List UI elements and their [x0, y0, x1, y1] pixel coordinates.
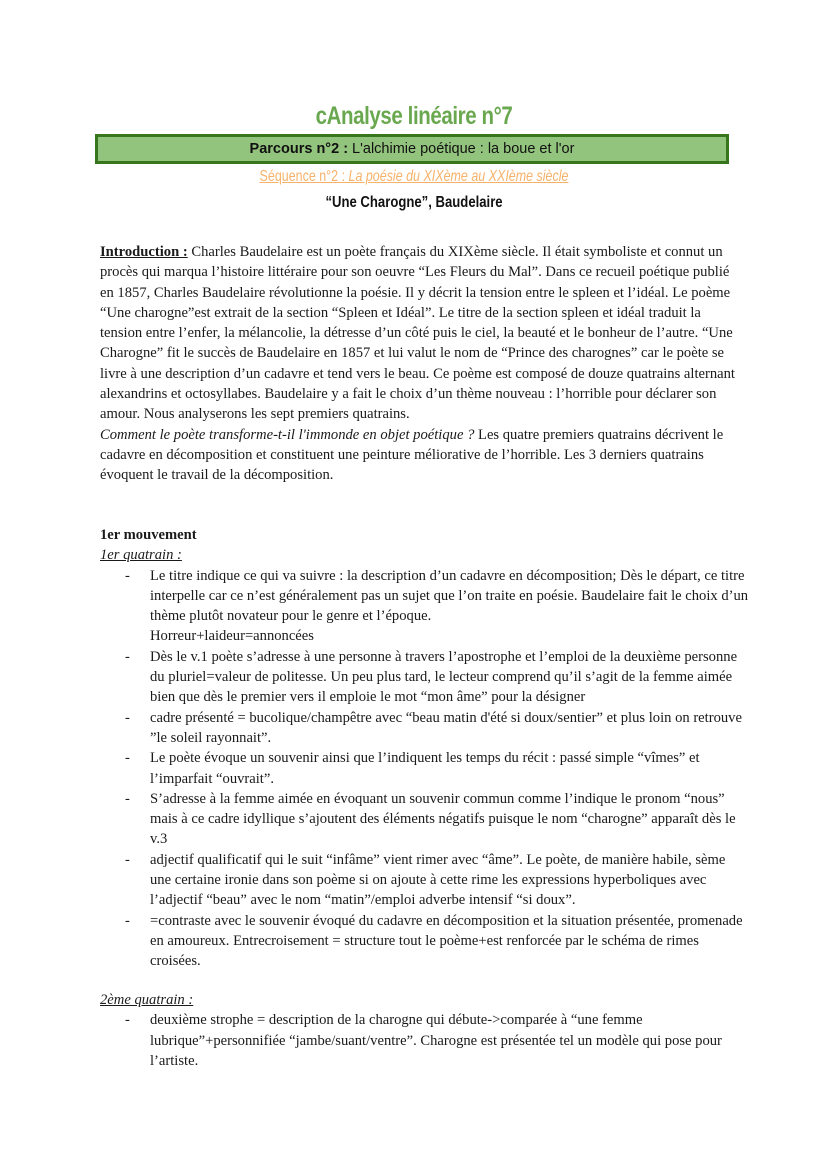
- list-item: [100, 1010, 750, 1071]
- list-item: [100, 708, 750, 749]
- bullet-dash-icon: -: [125, 648, 130, 665]
- list-item: [100, 789, 750, 850]
- list-item-text: Horreur+laideur=annoncées: [150, 628, 314, 645]
- list-item: [100, 850, 750, 911]
- bullet-dash-icon: -: [125, 790, 130, 807]
- quatrain-1-heading: 1er quatrain :: [100, 547, 182, 564]
- bullet-dash-icon: -: [125, 1012, 130, 1029]
- list-item-text: Le titre indique ce qui va suivre : la description d’un cadavre en décomposition; Dès le départ, ce titre interpelle car ce n’est généralement pas un sujet que l’on traite en poésie. Baudelaire fait le choix d’un thème plutôt novateur pour le genre et l’époque.: [150, 567, 749, 625]
- quatrain-1-list: [100, 566, 750, 972]
- quatrain-2-heading: 2ème quatrain :: [100, 992, 194, 1008]
- list-item-text: S’adresse à la femme aimée en évoquant un souvenir commun comme l’indique le pronom “nous” mais à ce cadre idyllique s’ajoutent des éléments négatifs puisque le nom “charogne” apparaît dès le v.3: [150, 790, 736, 848]
- movement-heading: 1er mouvement: [100, 527, 197, 543]
- sequence-text: La poésie du XIXème au XXIème siècle: [348, 168, 569, 185]
- list-item-text: adjectif qualificatif qui le suit “infâme” vient rimer avec “âme”. Le poète, de manière habile, sème une certaine ironie dans son poème si on ajoute à cette rime les expressions hyperboliques avec l’adjectif “beau” avec le nom “matin”/emploi adverbe intensif “si doux”.: [150, 851, 726, 909]
- quatrain-2-list: [100, 1010, 750, 1071]
- introduction-plan: Les quatre premiers quatrains décrivent le cadavre en décomposition et constituent une peinture méliorative de l’horrible. Les 3 derniers quatrains évoquent le travail de la décomposition.: [100, 426, 724, 484]
- bullet-dash-icon: -: [125, 567, 130, 584]
- sequence-label: Séquence n°2 :: [259, 168, 349, 185]
- list-item-text: Dès le v.1 poète s’adresse à une personne à travers l’apostrophe et l’emploi de la deuxième personne du pluriel=valeur de politesse. Un peu plus tard, le lecteur comprend qu’il s’agit de la femme aimée bien que dès le premier vers il emploie le mot “mon âme” pour la désigner: [150, 648, 738, 706]
- sequence-line: [0, 166, 828, 188]
- poem-title-text: “Une Charogne”, Baudelaire: [325, 194, 503, 211]
- movement-1-section: [100, 525, 750, 972]
- introduction-text: Charles Baudelaire est un poète français du XIXème siècle. Il était symboliste et connut un procès qui marqua l’histoire littéraire pour son oeuvre “Les Fleurs du Mal”. Dans ce recueil poétique publié en 1857, Charles Baudelaire révolutionne la poésie. Il y décrit la tension entre le spleen et l’idéal. Le poème “Une charogne”est extrait de la section “Spleen et Idéal”. Le titre de la section spleen et idéal traduit la tension entre l’enfer, la mélancolie, la détresse d’un côté puis le ciel, la beauté et le bonheur de l’autre. “Une Charogne” fit le succès de Baudelaire en 1857 et lui valut le nom de “Prince des charognes” car le poète se livre à une description d’un cadavre et tend vers le beau. Ce poème est composé de douze quatrains alternant alexandrins et octosyllabes. Baudelaire y a fait le choix d’un thème nouveau : l’horrible pour déclarer son amour. Nous analyserons les sept premiers quatrains.: [100, 244, 735, 423]
- parcours-label: Parcours n°2 :: [249, 141, 349, 157]
- problematique-question: Comment le poète transforme-t-il l'immonde en objet poétique ?: [100, 426, 475, 443]
- quatrain-2-section: [100, 990, 750, 1071]
- parcours-text: L'alchimie poétique : la boue et l'or: [348, 141, 575, 157]
- list-item-text: deuxième strophe = description de la charogne qui débute->comparée à “une femme lubrique”+personnifiée “jambe/suant/ventre”. Charogne est présentée tel un modèle qui pose pour l’artiste.: [150, 1012, 722, 1069]
- list-item: [100, 748, 750, 789]
- poem-title: [0, 192, 828, 214]
- list-item-text: cadre présenté = bucolique/champêtre avec “beau matin d'été si doux/sentier” et plus loin on retrouve ”le soleil rayonnait”.: [150, 709, 742, 746]
- document-title-text: cAnalyse linéaire n°7: [315, 102, 513, 130]
- bullet-dash-icon: -: [125, 851, 130, 868]
- introduction-label: Introduction :: [100, 244, 188, 260]
- bullet-dash-icon: -: [125, 912, 130, 929]
- bullet-dash-icon: -: [125, 709, 130, 726]
- document-title: [75, 98, 754, 134]
- parcours-banner: [95, 134, 729, 164]
- bullet-dash-icon: -: [125, 750, 130, 767]
- list-item: [100, 566, 750, 647]
- list-item: [100, 911, 750, 972]
- list-item: [100, 647, 750, 708]
- list-item-text: =contraste avec le souvenir évoqué du cadavre en décomposition et la situation présentée, promenade en amoureux. Entrecroisement = structure tout le poème+est renforcée par le schéma de rimes croisées.: [150, 912, 743, 970]
- list-item-text: Le poète évoque un souvenir ainsi que l’indiquent les temps du récit : passé simple “vîmes” et l’imparfait “ouvrait”.: [150, 750, 700, 787]
- introduction-section: [100, 242, 740, 486]
